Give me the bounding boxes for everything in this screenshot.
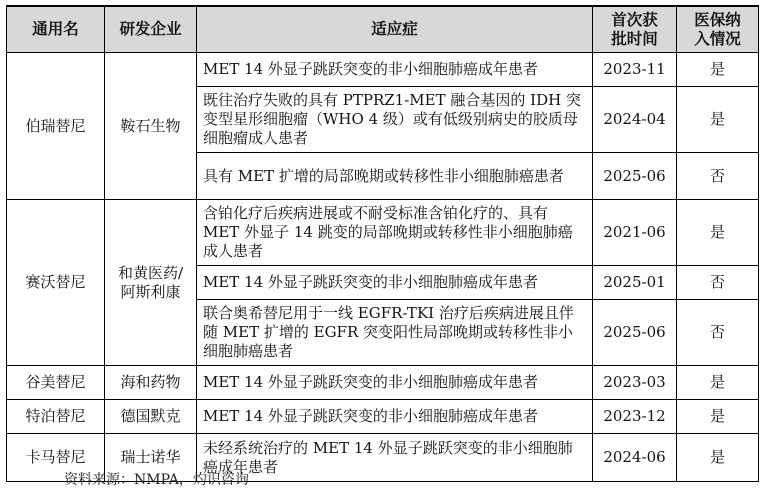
header-ins-line2: 入情况 <box>694 29 741 48</box>
source-note: 资料来源：NMPA，灼识咨询 <box>64 472 249 488</box>
indication-cell: 具有 MET 扩增的局部晚期或转移性非小细胞肺癌患者 <box>197 153 593 200</box>
approval-date: 2021-06 <box>593 200 677 266</box>
indication-cell: 既往治疗失败的具有 PTPRZ1-MET 融合基因的 IDH 突变型星形细胞瘤（WHO 4 级）或有低级别病史的胶质母细胞瘤成人患者 <box>197 87 593 153</box>
drug-company: 鞍石生物 <box>105 53 197 200</box>
approval-date: 2023-03 <box>593 366 677 400</box>
header-row <box>7 6 759 53</box>
drug-company: 德国默克 <box>105 400 197 434</box>
insurance-status: 是 <box>677 366 759 400</box>
drug-name: 赛沃替尼 <box>7 200 105 366</box>
insurance-status: 是 <box>677 200 759 266</box>
indication-cell: MET 14 外显子跳跃突变的非小细胞肺癌成年患者 <box>197 266 593 300</box>
indication-cell: MET 14 外显子跳跃突变的非小细胞肺癌成年患者 <box>197 53 593 87</box>
drug-company <box>105 200 197 366</box>
header-name: 通用名 <box>7 6 105 53</box>
met-inhibitor-table <box>6 5 759 482</box>
table-container <box>6 5 758 482</box>
indication-cell: 未经系统治疗的 MET 14 外显子跳跃突变的非小细胞肺癌成年患者 <box>197 434 593 482</box>
drug-company: 瑞士诺华 <box>105 434 197 482</box>
insurance-status: 否 <box>677 266 759 300</box>
header-date-line1: 首次获 <box>611 10 658 29</box>
indication-cell: 含铂化疗后疾病进展或不耐受标准含铂化疗的、具有 MET 外显子 14 跳变的局部晚期或转移性非小细胞肺癌成人患者 <box>197 200 593 266</box>
approval-date: 2023-11 <box>593 53 677 87</box>
drug-name: 伯瑞替尼 <box>7 53 105 200</box>
header-indication: 适应症 <box>197 6 593 53</box>
header-date-line2: 批时间 <box>611 29 658 48</box>
drug-name: 谷美替尼 <box>7 366 105 400</box>
indication-cell: 联合奥希替尼用于一线 EGFR-TKI 治疗后疾病进展且伴随 MET 扩增的 EGFR 突变阳性局部晚期或转移性非小细胞肺癌患者 <box>197 300 593 366</box>
indication-cell: MET 14 外显子跳跃突变的非小细胞肺癌成年患者 <box>197 366 593 400</box>
table-row <box>7 400 759 434</box>
table-row <box>7 366 759 400</box>
table-row <box>7 53 759 87</box>
insurance-status: 否 <box>677 153 759 200</box>
header-approval-date <box>593 6 677 53</box>
approval-date: 2024-04 <box>593 87 677 153</box>
header-insurance <box>677 6 759 53</box>
drug-company: 海和药物 <box>105 366 197 400</box>
approval-date: 2023-12 <box>593 400 677 434</box>
insurance-status: 是 <box>677 87 759 153</box>
indication-cell: MET 14 外显子跳跃突变的非小细胞肺癌成年患者 <box>197 400 593 434</box>
approval-date: 2025-01 <box>593 266 677 300</box>
company-line2: 阿斯利康 <box>120 282 181 301</box>
drug-name: 特泊替尼 <box>7 400 105 434</box>
approval-date: 2025-06 <box>593 300 677 366</box>
header-ins-line1: 医保纳 <box>694 10 741 29</box>
insurance-status: 是 <box>677 53 759 87</box>
approval-date: 2025-06 <box>593 153 677 200</box>
insurance-status: 是 <box>677 434 759 482</box>
header-company: 研发企业 <box>105 6 197 53</box>
approval-date: 2024-06 <box>593 434 677 482</box>
table-row <box>7 200 759 266</box>
insurance-status: 否 <box>677 300 759 366</box>
company-line1: 和黄医药/ <box>117 263 184 282</box>
insurance-status: 是 <box>677 400 759 434</box>
drug-name: 卡马替尼 <box>7 434 105 482</box>
